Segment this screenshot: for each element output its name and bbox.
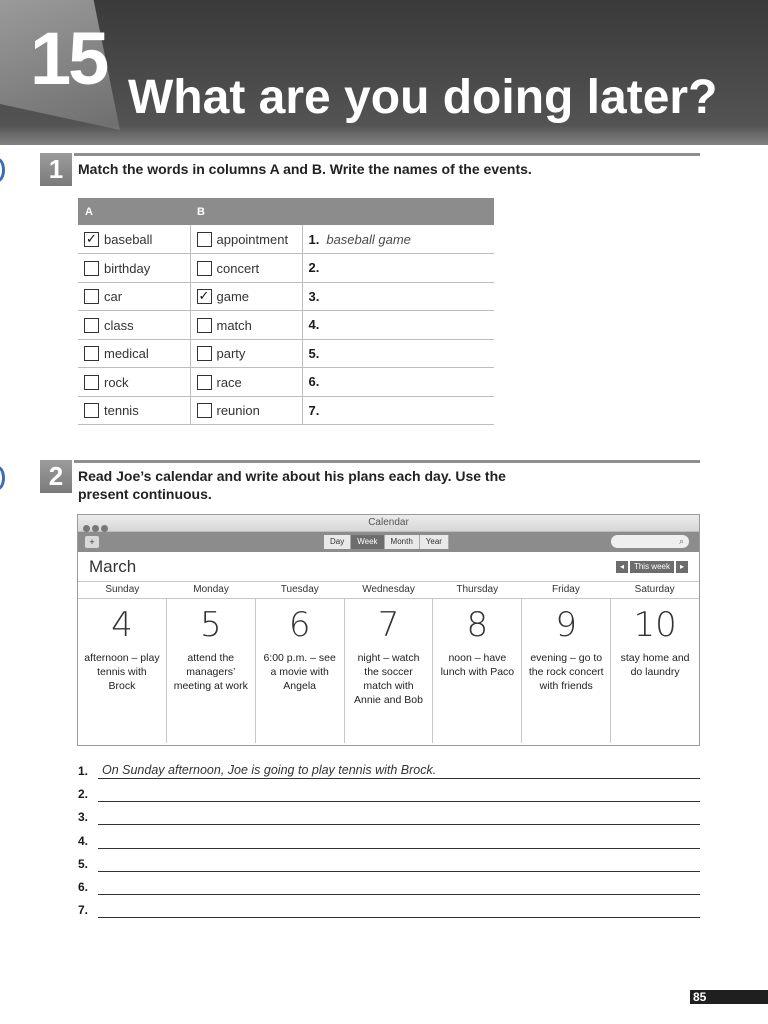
month-row [78, 552, 699, 582]
word-cell-b [190, 225, 302, 254]
table-row [78, 339, 494, 368]
word-label: class [104, 317, 134, 333]
answer-number: 2. [308, 260, 320, 276]
calendar-search-input[interactable] [611, 535, 689, 548]
day-column[interactable] [611, 599, 699, 743]
checkbox[interactable]: ✓ [84, 232, 99, 247]
word-label: race [216, 374, 242, 390]
exercise-number: 1 [40, 153, 72, 186]
view-tab-month[interactable]: Month [385, 535, 420, 549]
answer-column-header [302, 198, 494, 225]
word-cell-b [190, 282, 302, 311]
weekday-label: Friday [552, 584, 580, 595]
writing-line [98, 824, 700, 825]
exercise-1-header [40, 153, 700, 187]
word-cell-b [190, 254, 302, 283]
writing-line [98, 848, 700, 849]
answer-number: 7. [308, 402, 320, 418]
word-cell-a [78, 225, 190, 254]
answer-line[interactable] [78, 785, 700, 805]
writing-line [98, 871, 700, 872]
answer-cell [302, 254, 494, 283]
day-event: night – watch the soccer match with Annie and Bob [354, 652, 423, 706]
day-event: noon – have lunch with Paco [440, 652, 515, 678]
answer-cell [302, 368, 494, 397]
month-label: March [89, 557, 137, 576]
answer-text: On Sunday afternoon, Joe is going to play tennis with Brock. [102, 763, 437, 777]
word-label: birthday [104, 260, 151, 276]
calendar-titlebar [78, 515, 699, 532]
word-label: match [216, 317, 252, 333]
view-tab-week[interactable]: Week [351, 535, 384, 549]
checkbox[interactable]: ✓ [197, 289, 212, 304]
word-cell-a [78, 339, 190, 368]
next-week-button[interactable]: ▸ [676, 561, 688, 573]
add-event-button[interactable]: + [85, 536, 99, 548]
word-label: reunion [216, 403, 260, 419]
answer-number: 2. [78, 787, 89, 802]
word-label: party [216, 346, 246, 362]
word-cell-b [190, 339, 302, 368]
unit-header [0, 0, 768, 145]
word-label: medical [104, 346, 149, 362]
checkbox[interactable] [197, 261, 212, 276]
checkbox[interactable] [84, 261, 99, 276]
calendar-window-title: Calendar [368, 517, 409, 528]
word-cell-b [190, 311, 302, 340]
table-row [78, 396, 494, 425]
checkbox[interactable] [197, 346, 212, 361]
day-event: stay home and do laundry [620, 652, 690, 678]
weekday-label: Saturday [634, 584, 675, 595]
weekday-label: Sunday [105, 584, 140, 595]
search-icon: ⌕ [678, 536, 684, 546]
day-date: 5 [199, 605, 222, 645]
unit-title: What are you doing later? [128, 71, 718, 124]
exercise-instruction: Match the words in columns A and B. Write the names of the events. [78, 161, 532, 177]
exercise-rule [74, 460, 700, 463]
word-label: car [104, 289, 123, 305]
word-cell-a [78, 368, 190, 397]
day-date: 7 [377, 605, 400, 645]
day-column[interactable] [256, 599, 345, 743]
checkbox[interactable] [197, 375, 212, 390]
day-column[interactable] [78, 599, 167, 743]
this-week-button[interactable]: This week [630, 561, 674, 573]
answer-text[interactable]: baseball game [326, 231, 411, 247]
table-row [78, 225, 494, 254]
writing-line [98, 778, 700, 779]
answer-cell [302, 282, 494, 311]
word-cell-b [190, 396, 302, 425]
page-edge-mark [0, 466, 5, 490]
answer-cell [302, 339, 494, 368]
exercise-rule [74, 153, 700, 156]
weekday-label: Wednesday [362, 584, 415, 595]
column-b-header: B [190, 198, 302, 225]
writing-line [98, 894, 700, 895]
page-number: 85 [693, 990, 707, 1004]
writing-line [98, 917, 700, 918]
exercise-instruction [78, 467, 506, 503]
day-column[interactable] [433, 599, 522, 743]
weekday-header-row [78, 582, 699, 599]
day-event: afternoon – play tennis with Brock [84, 652, 160, 692]
exercise-2-header [40, 460, 700, 502]
answer-line[interactable] [78, 901, 700, 921]
week-grid [78, 599, 699, 743]
weekday-label: Tuesday [280, 584, 319, 595]
day-date: 9 [555, 605, 578, 645]
word-cell-a [78, 311, 190, 340]
word-label: game [216, 289, 250, 305]
word-label: appointment [216, 232, 289, 248]
day-column[interactable] [522, 599, 611, 743]
answer-number: 5. [78, 856, 89, 871]
matching-table [78, 198, 494, 425]
table-row [78, 368, 494, 397]
weekday-label: Monday [193, 584, 229, 595]
day-column[interactable] [167, 599, 256, 743]
day-event: 6:00 p.m. – see a movie with Angela [263, 652, 336, 692]
view-tab-day[interactable]: Day [324, 535, 351, 549]
answer-number: 4. [78, 833, 89, 848]
day-date: 6 [288, 605, 311, 645]
answer-line[interactable] [78, 855, 700, 875]
table-row [78, 254, 494, 283]
answer-line[interactable] [78, 878, 700, 898]
answer-cell [302, 396, 494, 425]
answer-cell [302, 311, 494, 340]
checkbox[interactable] [84, 375, 99, 390]
day-event: evening – go to the rock concert with friends [528, 652, 604, 692]
word-label: concert [216, 260, 260, 276]
day-date: 8 [466, 605, 489, 645]
checkbox[interactable] [84, 403, 99, 418]
checkbox[interactable] [197, 232, 212, 247]
word-cell-a [78, 282, 190, 311]
answer-number: 5. [308, 345, 320, 361]
view-switcher [324, 535, 449, 549]
previous-week-button[interactable]: ◂ [616, 561, 628, 573]
week-navigation [614, 561, 688, 573]
answer-number: 4. [308, 317, 320, 333]
answer-line[interactable] [78, 808, 700, 828]
checkbox[interactable] [197, 403, 212, 418]
checkbox[interactable] [84, 289, 99, 304]
word-cell-a [78, 254, 190, 283]
view-tab-year[interactable]: Year [420, 535, 449, 549]
exercise-number: 2 [40, 460, 72, 493]
answer-number: 3. [308, 288, 320, 304]
word-label: baseball [104, 232, 153, 248]
checkbox[interactable] [84, 346, 99, 361]
calendar-window [77, 514, 700, 746]
word-cell-b [190, 368, 302, 397]
word-label: tennis [104, 403, 139, 419]
unit-number: 15 [30, 17, 107, 100]
table-row [78, 311, 494, 340]
instruction-line: Read Joe’s calendar and write about his plans each day. Use the [78, 468, 506, 484]
answer-number: 6. [308, 374, 320, 390]
writing-line [98, 801, 700, 802]
answer-number: 3. [78, 810, 89, 825]
answer-number: 1. [308, 231, 320, 247]
checkbox[interactable] [197, 318, 212, 333]
instruction-line: present continuous. [78, 486, 212, 502]
answer-number: 1. [78, 764, 89, 778]
answer-line[interactable] [78, 832, 700, 852]
day-event: attend the managers’ meeting at work [173, 652, 248, 692]
page-edge-mark [0, 158, 5, 182]
checkbox[interactable] [84, 318, 99, 333]
answer-number: 6. [78, 880, 89, 894]
word-label: rock [104, 374, 129, 390]
calendar-toolbar [78, 532, 699, 552]
answer-number: 7. [78, 903, 89, 918]
weekday-label: Thursday [456, 584, 499, 595]
answer-cell [302, 225, 494, 254]
answer-line[interactable] [78, 762, 700, 782]
day-column[interactable] [345, 599, 434, 743]
column-a-header: A [78, 198, 190, 225]
day-date: 10 [633, 605, 677, 645]
word-cell-a [78, 396, 190, 425]
day-date: 4 [111, 605, 133, 645]
table-row [78, 282, 494, 311]
